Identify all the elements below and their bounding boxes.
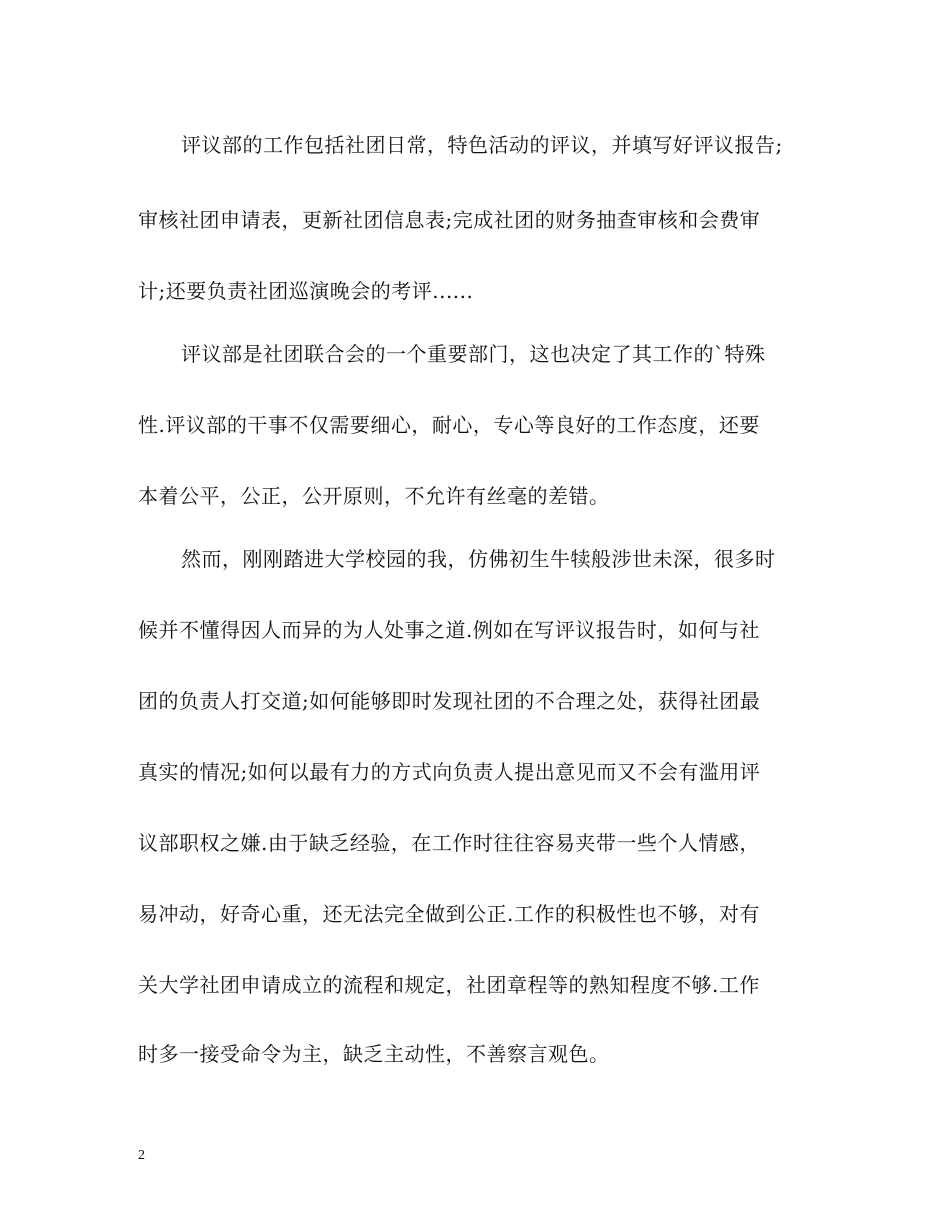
paragraph-line: 评议部的工作包括社团日常，特色活动的评议，并填写好评议报告;: [181, 133, 783, 157]
paragraph-line: 团的负责人打交道;如何能够即时发现社团的不合理之处，获得社团最: [138, 689, 761, 713]
paragraph-line: 议部职权之嫌.由于缺乏经验，在工作时往往容易夹带一些个人情感，: [138, 831, 760, 855]
paragraph-line: 审核社团申请表，更新社团信息表;完成社团的财务抽查审核和会费审: [138, 208, 761, 232]
paragraph-line: 候并不懂得因人而异的为人处事之道.例如在写评议报告时，如何与社: [138, 618, 760, 642]
paragraph-line: 性.评议部的干事不仅需要细心，耐心，专心等良好的工作态度，还要: [138, 413, 760, 437]
paragraph-line: 时多一接受命令为主，缺乏主动性，不善察言观色。: [138, 1042, 610, 1066]
paragraph-line: 然而，刚刚踏进大学校园的我，仿佛初生牛犊般涉世未深，很多时: [181, 547, 776, 571]
paragraph-line: 本着公平，公正，公开原则，不允许有丝毫的差错。: [138, 484, 610, 508]
paragraph-line: 关大学社团申请成立的流程和规定，社团章程等的熟知程度不够.工作: [138, 973, 760, 997]
page-number: 2: [138, 1148, 145, 1163]
paragraph-line: 计;还要负责社团巡演晚会的考评......: [138, 279, 474, 303]
paragraph-line: 易冲动，好奇心重，还无法完全做到公正.工作的积极性也不够，对有: [138, 902, 760, 926]
paragraph-line: 真实的情况;如何以最有力的方式向负责人提出意见而又不会有滥用评: [138, 760, 761, 784]
paragraph-line: 评议部是社团联合会的一个重要部门，这也决定了其工作的`特殊: [181, 342, 766, 366]
